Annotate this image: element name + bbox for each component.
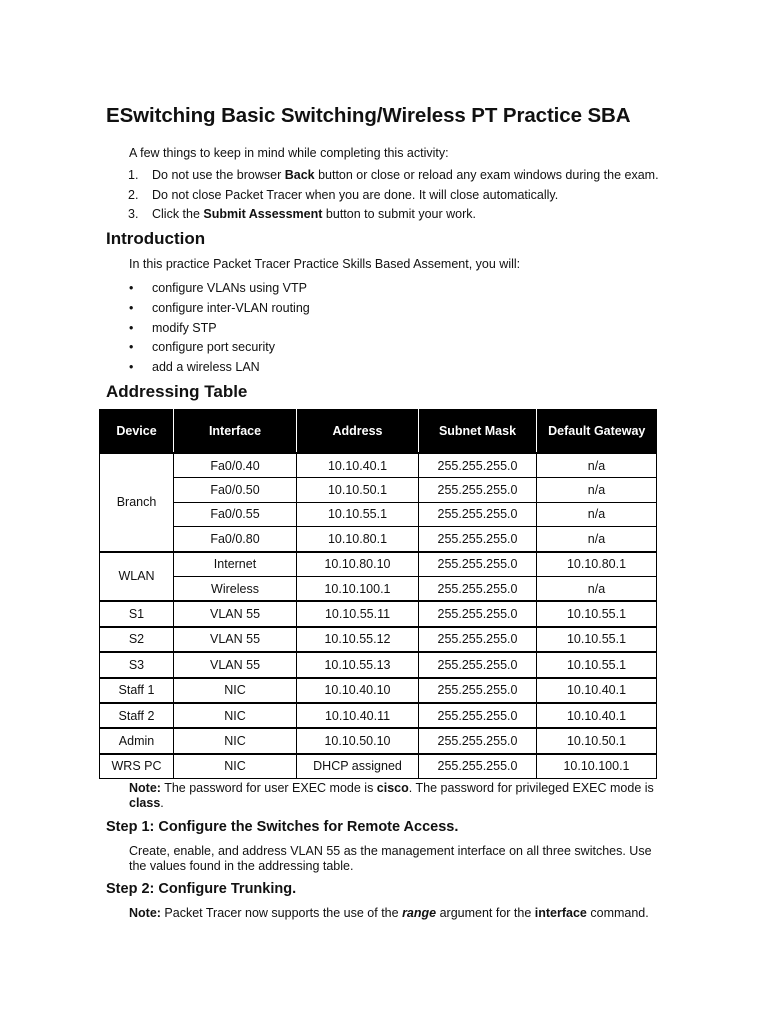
table-cell: 255.255.255.0 bbox=[419, 527, 537, 552]
table-cell: 255.255.255.0 bbox=[419, 601, 537, 626]
instruction-item: 1. Do not use the browser Back button or close or reload any exam windows during the exam. bbox=[128, 168, 659, 182]
table-cell: Fa0/0.50 bbox=[174, 478, 297, 502]
intro-note: A few things to keep in mind while completing this activity: bbox=[129, 146, 449, 160]
table-cell: 10.10.80.1 bbox=[297, 527, 419, 552]
table-cell: 255.255.255.0 bbox=[419, 552, 537, 577]
instruction-item: 2. Do not close Packet Tracer when you are done. It will close automatically. bbox=[128, 187, 559, 202]
column-header: Default Gateway bbox=[537, 409, 657, 453]
table-cell: NIC bbox=[174, 728, 297, 753]
table-cell: 255.255.255.0 bbox=[419, 453, 537, 478]
table-cell: 10.10.55.11 bbox=[297, 601, 419, 626]
table-cell: 255.255.255.0 bbox=[419, 754, 537, 779]
table-header-row bbox=[100, 409, 657, 453]
table-cell: 10.10.80.1 bbox=[537, 552, 657, 577]
table-row bbox=[100, 678, 657, 703]
table-cell: Internet bbox=[174, 552, 297, 577]
instruction-list bbox=[128, 166, 659, 225]
table-row bbox=[100, 478, 657, 502]
device-cell: S2 bbox=[100, 627, 174, 652]
table-cell: 255.255.255.0 bbox=[419, 576, 537, 601]
table-cell: DHCP assigned bbox=[297, 754, 419, 779]
table-cell: 10.10.100.1 bbox=[537, 754, 657, 779]
table-cell: 10.10.55.13 bbox=[297, 652, 419, 677]
device-cell: Staff 2 bbox=[100, 703, 174, 728]
table-row bbox=[100, 576, 657, 601]
device-cell: Admin bbox=[100, 728, 174, 753]
table-cell: 255.255.255.0 bbox=[419, 627, 537, 652]
password-note: Note: The password for user EXEC mode is cisco. The password for privileged EXEC mode is class. bbox=[129, 781, 654, 810]
table-row bbox=[100, 754, 657, 779]
table-cell: Fa0/0.40 bbox=[174, 453, 297, 478]
table-row bbox=[100, 453, 657, 478]
column-header: Device bbox=[100, 409, 174, 453]
table-cell: 10.10.55.1 bbox=[537, 601, 657, 626]
introduction-heading: Introduction bbox=[106, 229, 206, 248]
step1-heading: Step 1: Configure the Switches for Remote Access. bbox=[106, 819, 459, 835]
table-cell: 255.255.255.0 bbox=[419, 502, 537, 526]
table-cell: 10.10.55.1 bbox=[537, 627, 657, 652]
table-row bbox=[100, 652, 657, 677]
device-cell: WLAN bbox=[100, 552, 174, 602]
device-cell: S1 bbox=[100, 601, 174, 626]
table-cell: 10.10.100.1 bbox=[297, 576, 419, 601]
addressing-table bbox=[99, 409, 657, 779]
table-cell: n/a bbox=[537, 576, 657, 601]
table-cell: VLAN 55 bbox=[174, 601, 297, 626]
table-cell: NIC bbox=[174, 678, 297, 703]
table-cell: 10.10.80.10 bbox=[297, 552, 419, 577]
table-cell: 10.10.55.1 bbox=[297, 502, 419, 526]
table-cell: VLAN 55 bbox=[174, 652, 297, 677]
table-row bbox=[100, 502, 657, 526]
objectives-list bbox=[129, 279, 310, 378]
table-row bbox=[100, 703, 657, 728]
table-cell: 255.255.255.0 bbox=[419, 728, 537, 753]
device-cell: WRS PC bbox=[100, 754, 174, 779]
table-cell: 10.10.40.1 bbox=[537, 678, 657, 703]
table-cell: 10.10.50.10 bbox=[297, 728, 419, 753]
table-cell: 255.255.255.0 bbox=[419, 652, 537, 677]
table-cell: 10.10.55.12 bbox=[297, 627, 419, 652]
column-header: Interface bbox=[174, 409, 297, 453]
list-item: • configure VLANs using VTP bbox=[129, 281, 307, 295]
table-cell: 10.10.50.1 bbox=[537, 728, 657, 753]
table-cell: 10.10.55.1 bbox=[537, 652, 657, 677]
instruction-item: 3. Click the Submit Assessment button to submit your work. bbox=[128, 207, 476, 221]
table-cell: 255.255.255.0 bbox=[419, 478, 537, 502]
device-cell: S3 bbox=[100, 652, 174, 677]
table-cell: 10.10.40.1 bbox=[297, 453, 419, 478]
column-header: Subnet Mask bbox=[419, 409, 537, 453]
table-cell: 10.10.50.1 bbox=[297, 478, 419, 502]
list-item: • configure inter-VLAN routing bbox=[129, 300, 310, 315]
addressing-table-heading: Addressing Table bbox=[106, 382, 248, 401]
step2-heading: Step 2: Configure Trunking. bbox=[106, 881, 297, 897]
table-cell: NIC bbox=[174, 703, 297, 728]
introduction-text: In this practice Packet Tracer Practice Skills Based Assement, you will: bbox=[129, 257, 521, 271]
table-row bbox=[100, 601, 657, 626]
table-row bbox=[100, 627, 657, 652]
table-cell: n/a bbox=[537, 478, 657, 502]
list-item: • modify STP bbox=[129, 320, 217, 335]
column-header: Address bbox=[297, 409, 419, 453]
step2-note: Note: Packet Tracer now supports the use of the range argument for the interface command. bbox=[129, 906, 649, 920]
table-cell: n/a bbox=[537, 527, 657, 552]
table-cell: NIC bbox=[174, 754, 297, 779]
page-title: ESwitching Basic Switching/Wireless PT Practice SBA bbox=[106, 104, 631, 127]
table-cell: 10.10.40.10 bbox=[297, 678, 419, 703]
table-row bbox=[100, 527, 657, 552]
table-row bbox=[100, 552, 657, 577]
table-cell: 255.255.255.0 bbox=[419, 703, 537, 728]
table-cell: VLAN 55 bbox=[174, 627, 297, 652]
device-cell: Staff 1 bbox=[100, 678, 174, 703]
table-cell: Fa0/0.80 bbox=[174, 527, 297, 552]
table-cell: Wireless bbox=[174, 576, 297, 601]
table-row bbox=[100, 728, 657, 753]
step1-text: Create, enable, and address VLAN 55 as the management interface on all three switches. Use the values found in the addressing table. bbox=[129, 844, 652, 873]
table-cell: 10.10.40.1 bbox=[537, 703, 657, 728]
device-cell: Branch bbox=[100, 453, 174, 552]
table-cell: 255.255.255.0 bbox=[419, 678, 537, 703]
table-cell: Fa0/0.55 bbox=[174, 502, 297, 526]
table-cell: n/a bbox=[537, 502, 657, 526]
table-cell: 10.10.40.11 bbox=[297, 703, 419, 728]
list-item: • add a wireless LAN bbox=[129, 360, 260, 375]
list-item: • configure port security bbox=[129, 340, 275, 355]
table-cell: n/a bbox=[537, 453, 657, 478]
